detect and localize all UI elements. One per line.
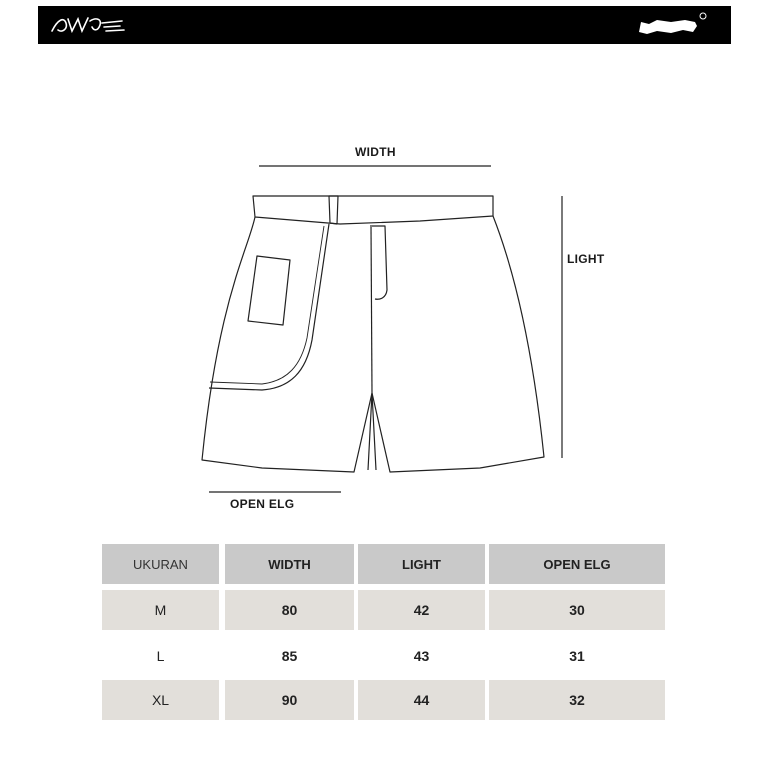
table-header-cell: WIDTH (225, 544, 354, 584)
length-label: LIGHT (567, 252, 605, 266)
table-cell: 85 (281, 648, 298, 664)
table-cell: 30 (489, 590, 665, 630)
fly-stitch (372, 226, 387, 299)
width-label: WIDTH (355, 145, 396, 159)
patch-pocket (248, 256, 290, 325)
leg-opening-label: OPEN ELG (230, 497, 295, 511)
table-cell: 32 (489, 680, 665, 720)
table-header-cell: LIGHT (358, 544, 485, 584)
belt-loop (329, 196, 338, 224)
table-cell: L (156, 648, 165, 664)
table-cell: XL (102, 680, 219, 720)
table-cell: 44 (358, 680, 485, 720)
shorts-outline (202, 216, 544, 472)
table-header-cell: OPEN ELG (489, 544, 665, 584)
fly-line (371, 225, 372, 393)
side-pocket-seam-inner (210, 226, 324, 384)
table-cell: 42 (358, 590, 485, 630)
table-cell: 43 (413, 648, 430, 664)
table-cell: 90 (225, 680, 354, 720)
table-cell: M (102, 590, 219, 630)
waistband (253, 196, 493, 224)
table-header-cell: UKURAN (102, 544, 219, 584)
table-cell: 31 (569, 648, 585, 664)
table-cell: 80 (225, 590, 354, 630)
